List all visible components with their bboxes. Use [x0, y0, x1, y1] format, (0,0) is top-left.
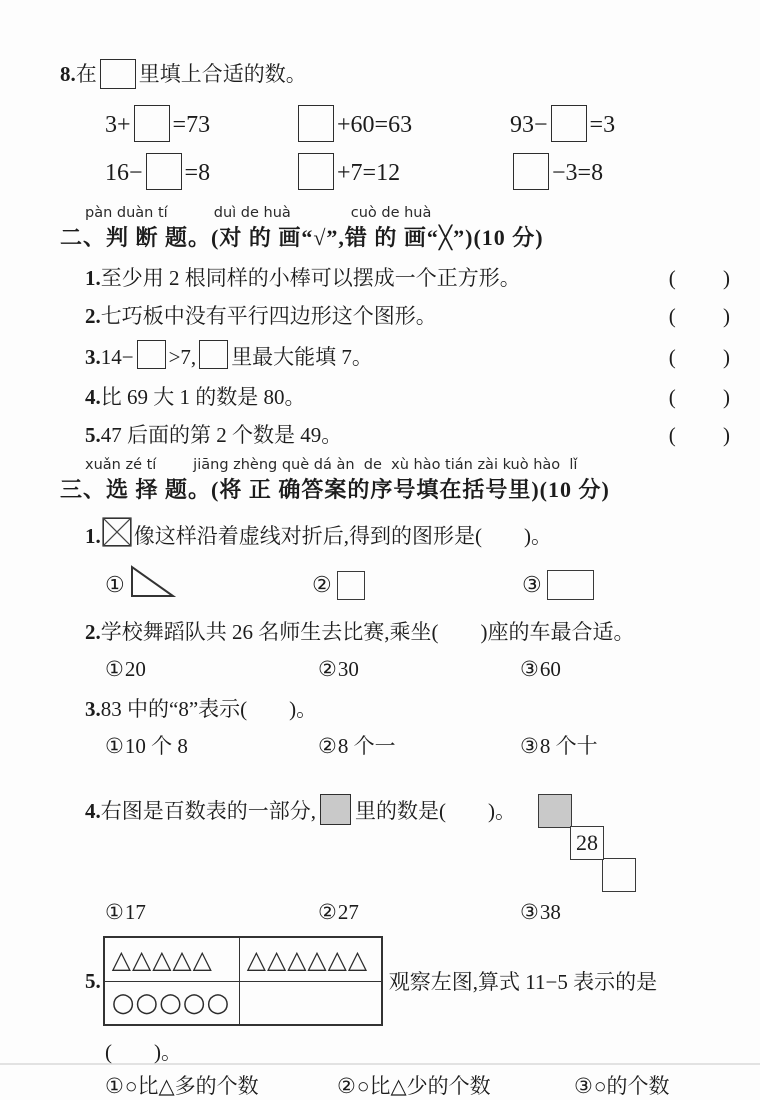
equation-16-minus-blank: 16− =8 — [105, 153, 295, 193]
q2-option-1[interactable]: ① 20 — [105, 657, 146, 682]
section-choice-heading: 三、选 择 题。(将 正 确答案的序号填在括号里)(10 分) — [60, 477, 610, 503]
q2-option-3[interactable]: ③ 60 — [520, 657, 561, 682]
choice-q2-options — [105, 655, 760, 683]
q5-option-1[interactable]: ① ○比△多的个数 — [105, 1074, 259, 1099]
choice-q1-shape-options — [105, 564, 760, 606]
choice-q3: 3. 83 中的“8”表示( )。 — [85, 697, 318, 722]
choice-q5 — [60, 936, 760, 1100]
choice-q5-options — [105, 1072, 760, 1100]
answer-paren[interactable]: ( )。 — [105, 1040, 182, 1065]
equation-row-2 — [105, 151, 760, 195]
q3-option-3[interactable]: ③ 8 个十 — [520, 734, 598, 759]
judge-item-5: 5. 47 后面的第 2 个数是 49。 ( ) — [85, 423, 730, 448]
q5-option-2[interactable]: ② ○比△少的个数 — [337, 1074, 491, 1099]
section-choice — [60, 456, 760, 1100]
judge-item-2: 2. 七巧板中没有平行四边形这个图形。 ( ) — [85, 304, 730, 329]
pinyin-judge: pàn duàn tí duì de huà cuò de huà — [85, 205, 432, 222]
question-8 — [60, 56, 760, 195]
cell-empty — [240, 982, 381, 1024]
answer-paren[interactable]: ( ) — [668, 344, 730, 369]
rectangle-shape — [547, 570, 594, 600]
choice-q2: 2. 学校舞蹈队共 26 名师生去比赛,乘坐( )座的车最合适。 — [85, 620, 635, 645]
q2-option-2[interactable]: ② 30 — [318, 657, 359, 682]
q4-option-1[interactable]: ① 17 — [105, 900, 146, 925]
answer-paren[interactable]: ( ) — [668, 266, 730, 291]
q3-option-1[interactable]: ① 10 个 8 — [105, 734, 188, 759]
cell-triangles-5: △△△△△ — [105, 938, 240, 982]
square-shape — [337, 571, 365, 600]
choice-q3-options — [105, 732, 760, 760]
choice-q4-text: 4. 右图是百数表的一部分, 里的数是( )。 — [85, 794, 760, 828]
answer-box[interactable] — [100, 59, 136, 89]
answer-box[interactable] — [146, 153, 182, 190]
q4-option-3[interactable]: ③ 38 — [520, 900, 561, 925]
right-triangle-shape — [130, 565, 176, 605]
cell-circles-5: ○○○○○ — [105, 982, 240, 1024]
pinyin-choice: xuǎn zé tí jiāng zhèng què dá àn de xù hào tián zài kuò hào lǐ — [85, 457, 578, 474]
q5-option-3[interactable]: ③ ○的个数 — [574, 1074, 670, 1099]
answer-paren[interactable]: ( ) — [668, 385, 730, 410]
equation-3-plus-blank: 3+ =73 — [105, 105, 295, 145]
equation-blank-plus-7: +7=12 — [295, 153, 510, 193]
shapes-table — [103, 936, 383, 1026]
answer-box[interactable] — [134, 105, 170, 142]
hundred-chart-fragment — [538, 794, 638, 894]
equation-93-minus-blank: 93− =3 — [510, 105, 615, 145]
answer-box[interactable] — [298, 153, 334, 190]
equation-blank-plus-60: +60=63 — [295, 105, 510, 145]
answer-box[interactable] — [551, 105, 587, 142]
q1-option-2[interactable]: ② — [312, 571, 522, 600]
equation-row-1 — [105, 103, 760, 147]
cell-triangles-6: △△△△△△ — [240, 938, 381, 982]
hundred-chart-cell-28: 28 — [570, 826, 604, 860]
choice-q5-text: 观察左图,算式 11−5 表示的是 — [388, 970, 658, 995]
gray-answer-box[interactable] — [320, 794, 351, 825]
q4-option-2[interactable]: ② 27 — [318, 900, 359, 925]
judge-item-3: 3. 14− >7, 里最大能填 7。 ( ) — [85, 340, 730, 373]
answer-paren[interactable]: ( ) — [668, 423, 730, 448]
q1-option-3[interactable]: ③ — [522, 570, 594, 600]
question-8-number: 8. — [60, 62, 76, 86]
question-8-title — [60, 56, 760, 93]
answer-box[interactable] — [137, 340, 166, 369]
choice-q4-options — [105, 898, 561, 926]
choice-q5-number: 5. — [85, 968, 101, 993]
section-judge-heading: 二、判 断 题。(对 的 画“√”,错 的 画“╳”)(10 分) — [60, 225, 544, 251]
choice-q1: 1. 像这样沿着虚线对折后,得到的图形是( )。 — [85, 517, 760, 555]
judge-item-1: 1. 至少用 2 根同样的小棒可以摆成一个正方形。 ( ) — [85, 266, 730, 291]
q1-option-1[interactable]: ① — [105, 565, 312, 605]
question-8-text-pre: 在 — [75, 62, 97, 86]
choice-q4 — [60, 794, 760, 932]
hundred-chart-empty-cell — [602, 858, 636, 892]
section-judge — [60, 204, 760, 449]
fold-square-icon — [102, 517, 132, 555]
question-8-text-post: 里填上合适的数。 — [138, 62, 307, 86]
q3-option-2[interactable]: ② 8 个一 — [318, 734, 396, 759]
hundred-chart-gray-cell[interactable] — [538, 794, 572, 828]
answer-box[interactable] — [298, 105, 334, 142]
answer-paren[interactable]: ( ) — [668, 304, 730, 329]
judge-item-4: 4. 比 69 大 1 的数是 80。 ( ) — [85, 385, 730, 410]
answer-box[interactable] — [513, 153, 549, 190]
equation-blank-minus-3: −3=8 — [510, 153, 603, 193]
answer-box[interactable] — [199, 340, 228, 369]
